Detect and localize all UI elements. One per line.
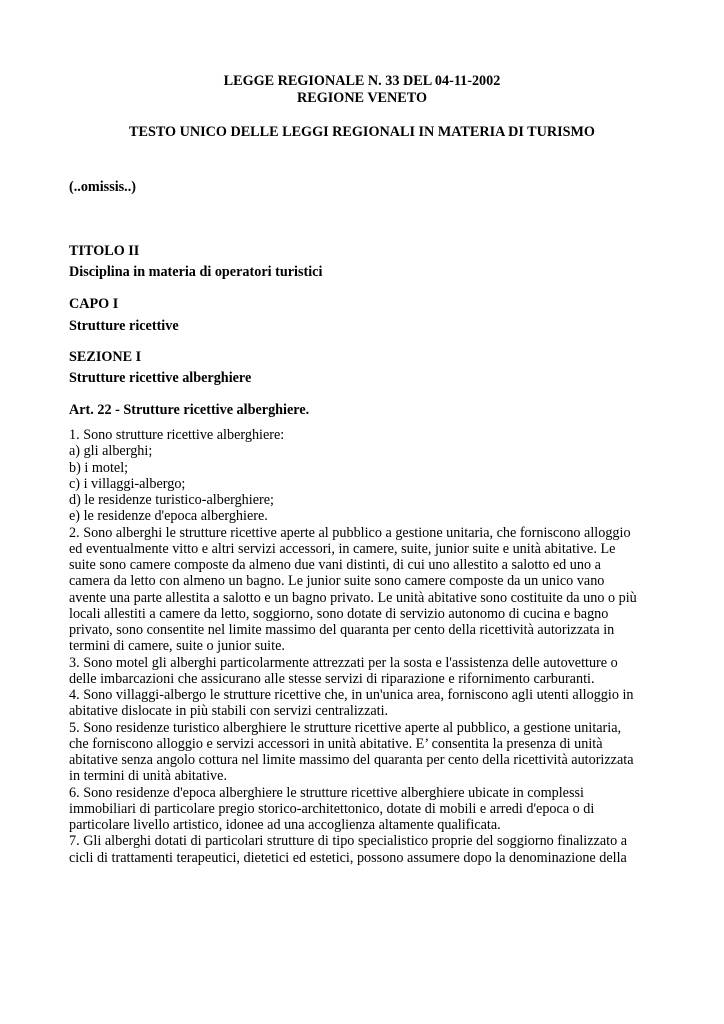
titolo-subtitle: Disciplina in materia di operatori turistici [69, 264, 323, 280]
article-text-line: d) le residenze turistico-alberghiere; [69, 492, 274, 508]
article-text-line: cicli di trattamenti terapeutici, dietetici ed estetici, possono assumere dopo la denominazione della [69, 849, 627, 866]
article-text-line: a) gli alberghi; [69, 443, 153, 460]
document-title: TESTO UNICO DELLE LEGGI REGIONALI IN MATERIA DI TURISMO [129, 124, 595, 140]
article-text-line: ed eventualmente vitto e altri servizi accessori, in camere, suite, junior suite e unità abitative. Le [69, 540, 616, 557]
article-text-line: 5. Sono residenze turistico alberghiere le strutture ricettive aperte al pubblico, a gestione unitaria, [69, 719, 622, 736]
article-text-line: privato, sono consentite nel limite massimo del quaranta per cento della ricettività autorizzata in [69, 622, 615, 638]
article-text-line: particolare livello artistico, idonee ad una accoglienza altamente qualificata. [69, 817, 501, 833]
titolo-label: TITOLO II [69, 243, 140, 259]
article-text-line: camera da letto con almeno un bagno. Le junior suite sono camere composte da un unico vano [69, 573, 605, 590]
sezione-subtitle: Strutture ricettive alberghiere [69, 370, 252, 386]
article-text-line: locali allestiti a camere da letto, soggiorno, sono dotate di servizio autonomo di cucina e bagno [69, 605, 609, 622]
article-text-line: in termini di unità abitative. [69, 768, 227, 785]
article-text-line: e) le residenze d'epoca alberghiere. [69, 508, 268, 525]
article-text-line: suite sono camere composte da almeno due vani distinti, di cui uno allestito a salotto ed uno a [69, 557, 601, 573]
article-text-line: delle imbarcazioni che assicurano alle stesse servizi di riparazione e rifornimento carburanti. [69, 670, 595, 687]
article-text-line: immobiliari di particolare pregio storico-architettonico, dotate di mobili e arredi d'epoca o di [69, 800, 595, 817]
article-text-line: 4. Sono villaggi-albergo le strutture ricettive che, in un'unica area, forniscono agli utenti alloggio in [69, 687, 634, 703]
article-text-line: 7. Gli alberghi dotati di particolari strutture di tipo specialistico proprie del soggiorno finalizzato a [69, 833, 628, 850]
capo-subtitle: Strutture ricettive [69, 318, 179, 334]
article-heading: Art. 22 - Strutture ricettive alberghiere. [69, 402, 310, 418]
article-text-line: abitative senza angolo cottura nel limite massimo del quaranta per cento della ricettività autorizzata [69, 752, 634, 768]
omissis-marker: (..omissis..) [69, 179, 136, 195]
article-body [69, 427, 669, 866]
sezione-label: SEZIONE I [69, 349, 142, 365]
article-text-line: termini di camere, suite o junior suite. [69, 638, 285, 655]
article-text-line: 2. Sono alberghi le strutture ricettive aperte al pubblico a gestione unitaria, che forniscono alloggio [69, 524, 631, 541]
article-text-line: abitative dislocate in più stabili con servizi centralizzati. [69, 703, 389, 720]
article-text-line: 3. Sono motel gli alberghi particolarmente attrezzati per la sosta e l'assistenza delle autovetture o [69, 654, 618, 671]
article-text-line: che forniscono alloggio e servizi accessori in unità abitative. E’ consentita la presenza di unità [69, 735, 603, 752]
article-text-line: 1. Sono strutture ricettive alberghiere: [69, 427, 285, 443]
law-reference-heading: LEGGE REGIONALE N. 33 DEL 04-11-2002 [223, 73, 501, 89]
region-heading: REGIONE VENETO [297, 90, 427, 106]
article-text-line: avente una parte allestita a salotto e un bagno privato. Le unità abitative sono costituite da uno o più [69, 589, 637, 606]
article-text-line: c) i villaggi-albergo; [69, 475, 186, 492]
capo-label: CAPO I [69, 296, 119, 312]
article-text-line: b) i motel; [69, 459, 129, 476]
article-text-line: 6. Sono residenze d'epoca alberghiere le strutture ricettive alberghiere ubicate in complessi [69, 784, 584, 801]
